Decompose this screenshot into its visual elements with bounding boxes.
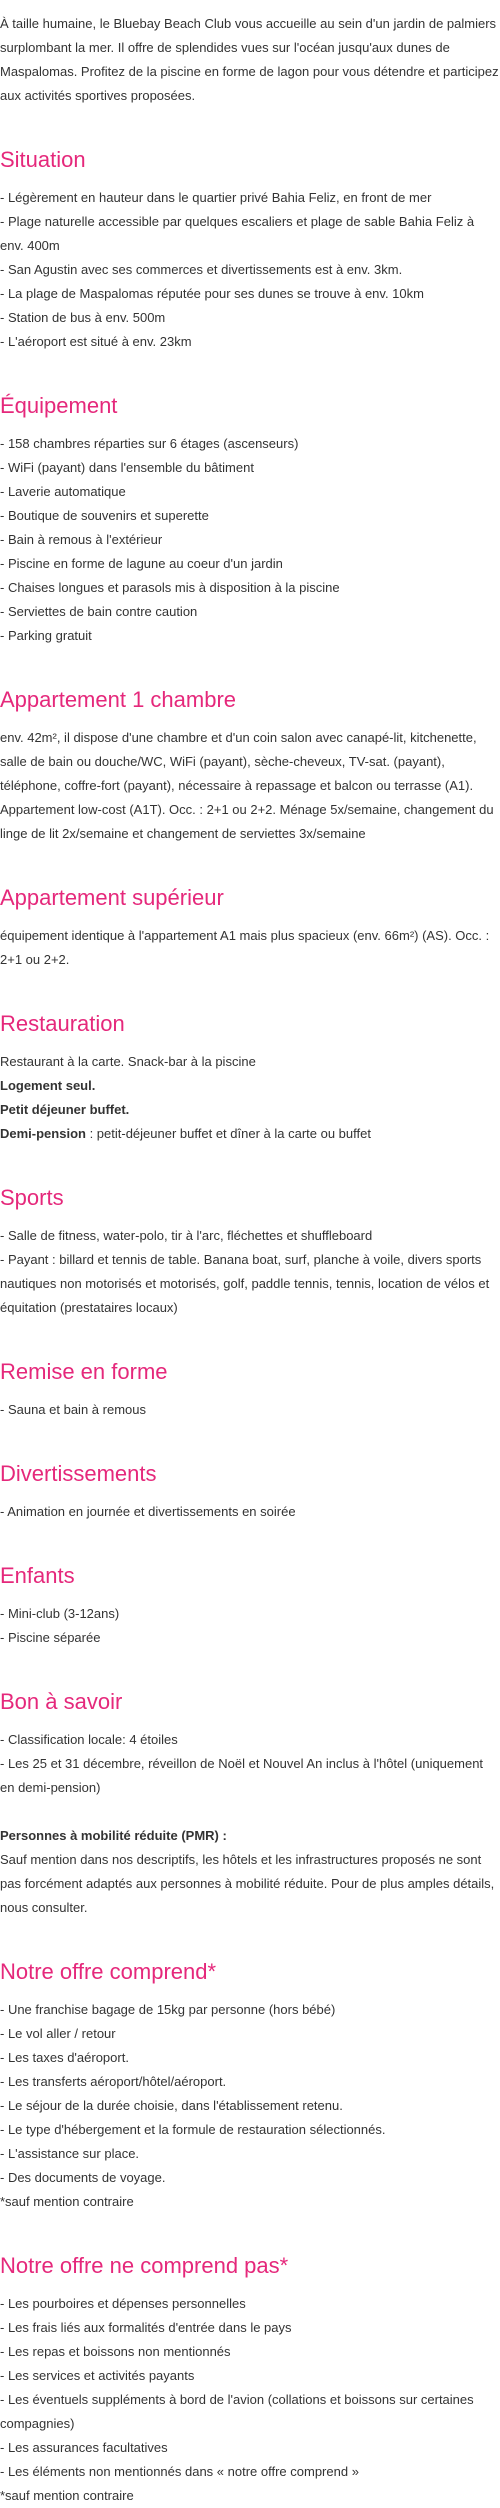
- list-item: - Les éléments non mentionnés dans « notre offre comprend »: [0, 2464, 359, 2479]
- list-item: - L'assistance sur place.: [0, 2146, 140, 2161]
- list-item: - Le vol aller / retour: [0, 2026, 116, 2041]
- list-item: - Payant : billard et tennis de table. Banana boat, surf, planche à voile, divers sports nautiques non motorisés et motorisés, golf, paddle tennis, tennis, location de vélos et équitation (prestataires locaux): [0, 1252, 490, 1315]
- board-demi-pension: [0, 1122, 500, 1146]
- list-item: - Bain à remous à l'extérieur: [0, 532, 163, 547]
- list-item: - L'aéroport est situé à env. 23km: [0, 334, 192, 349]
- intro-paragraph: À taille humaine, le Bluebay Beach Club vous accueille au sein d'un jardin de palmiers surplombant la mer. Il offre de splendides vues sur l'océan jusqu'aux dunes de Maspalomas. Profitez de la piscine en forme de lagon pour vous détendre et participez aux activités sportives proposées.: [0, 16, 499, 103]
- list-item: - Le séjour de la durée choisie, dans l'établissement retenu.: [0, 2098, 343, 2113]
- list-item: - Parking gratuit: [0, 628, 92, 643]
- list-item: - Les transferts aéroport/hôtel/aéroport.: [0, 2074, 227, 2089]
- section-appartement-1-chambre: [0, 686, 500, 846]
- list-item: - Chaises longues et parasols mis à disposition à la piscine: [0, 580, 340, 595]
- section-offre-ne-comprend-pas: [0, 2252, 500, 2508]
- list-item: - Piscine en forme de lagune au coeur d'un jardin: [0, 556, 283, 571]
- list-item: - Animation en journée et divertissements en soirée: [0, 1504, 296, 1519]
- list-item: - Les 25 et 31 décembre, réveillon de Noël et Nouvel An inclus à l'hôtel (uniquement en demi-pension): [0, 1756, 484, 1795]
- section-bon-a-savoir: [0, 1688, 500, 1920]
- section-title: Divertissements: [0, 1461, 157, 1486]
- section-title: Sports: [0, 1185, 64, 1210]
- section-offre-comprend: [0, 1958, 500, 2214]
- list-item: - Serviettes de bain contre caution: [0, 604, 198, 619]
- section-divertissements: [0, 1460, 500, 1524]
- section-enfants: [0, 1562, 500, 1650]
- list-item: - Plage naturelle accessible par quelques escaliers et plage de sable Bahia Feliz à env. 400m: [0, 214, 475, 253]
- board-petit-dejeuner: Petit déjeuner buffet.: [0, 1102, 130, 1117]
- list-item: - Le type d'hébergement et la formule de restauration sélectionnés.: [0, 2122, 386, 2137]
- pmr-title: Personnes à mobilité réduite (PMR) :: [0, 1828, 227, 1843]
- section-title: Appartement supérieur: [0, 885, 224, 910]
- list-item: - Classification locale: 4 étoiles: [0, 1732, 178, 1747]
- section-appartement-superieur: [0, 884, 500, 972]
- section-title: Appartement 1 chambre: [0, 687, 237, 712]
- section-restauration: [0, 1010, 500, 1146]
- list-item: - WiFi (payant) dans l'ensemble du bâtiment: [0, 460, 254, 475]
- list-item: - Les pourboires et dépenses personnelles: [0, 2296, 246, 2311]
- list-item: - Boutique de souvenirs et superette: [0, 508, 209, 523]
- hotel-description: [0, 12, 500, 2508]
- section-title: Situation: [0, 147, 86, 172]
- list-item: - Légèrement en hauteur dans le quartier privé Bahia Feliz, en front de mer: [0, 190, 432, 205]
- list-item: - San Agustin avec ses commerces et divertissements est à env. 3km.: [0, 262, 403, 277]
- footnote: *sauf mention contraire: [0, 2194, 134, 2209]
- room-description: env. 42m², il dispose d'une chambre et d'un coin salon avec canapé-lit, kitchenette, salle de bain ou douche/WC, WiFi (payant), sèche-cheveux, TV-sat. (payant), téléphone, coffre-fort (payant), nécessaire à repassage et balcon ou terrasse (A1). Appartement low-cost (A1T). Occ. : 2+1 ou 2+2. Ménage 5x/semaine, changement du linge de lit 2x/semaine et changement de serviettes 3x/semaine: [0, 730, 494, 841]
- list-item: - Salle de fitness, water-polo, tir à l'arc, fléchettes et shuffleboard: [0, 1228, 373, 1243]
- list-item: - Les taxes d'aéroport.: [0, 2050, 129, 2065]
- list-item: - Laverie automatique: [0, 484, 126, 499]
- list-item: - Mini-club (3-12ans): [0, 1606, 120, 1621]
- list-item: - Sauna et bain à remous: [0, 1402, 146, 1417]
- section-sports: [0, 1184, 500, 1320]
- section-title: Enfants: [0, 1563, 75, 1588]
- restaurant-info: Restaurant à la carte. Snack-bar à la piscine: [0, 1054, 256, 1069]
- section-remise-en-forme: [0, 1358, 500, 1422]
- board-demi-pension-text: : petit-déjeuner buffet et dîner à la carte ou buffet: [85, 1126, 371, 1141]
- section-title: Notre offre ne comprend pas*: [0, 2253, 289, 2278]
- section-title: Restauration: [0, 1011, 125, 1036]
- list-item: - Les frais liés aux formalités d'entrée dans le pays: [0, 2320, 292, 2335]
- list-item: - Des documents de voyage.: [0, 2170, 166, 2185]
- board-demi-pension-label: Demi-pension: [0, 1126, 86, 1141]
- room-description: équipement identique à l'appartement A1 mais plus spacieux (env. 66m²) (AS). Occ. : 2+1 ou 2+2.: [0, 928, 490, 967]
- list-item: - Station de bus à env. 500m: [0, 310, 166, 325]
- list-item: - Piscine séparée: [0, 1630, 101, 1645]
- section-title: Équipement: [0, 393, 118, 418]
- section-title: Notre offre comprend*: [0, 1959, 217, 1984]
- section-title: Remise en forme: [0, 1359, 168, 1384]
- footnote: *sauf mention contraire: [0, 2488, 134, 2503]
- list-item: - Les éventuels suppléments à bord de l'avion (collations et boissons sur certaines compagnies): [0, 2392, 474, 2431]
- list-item: - Les assurances facultatives: [0, 2440, 168, 2455]
- section-equipement: [0, 392, 500, 648]
- board-logement-seul: Logement seul.: [0, 1078, 96, 1093]
- section-title: Bon à savoir: [0, 1689, 123, 1714]
- list-item: - Les repas et boissons non mentionnés: [0, 2344, 231, 2359]
- list-item: - Une franchise bagage de 15kg par personne (hors bébé): [0, 2002, 336, 2017]
- list-item: - La plage de Maspalomas réputée pour ses dunes se trouve à env. 10km: [0, 286, 424, 301]
- section-situation: [0, 146, 500, 354]
- pmr-text: Sauf mention dans nos descriptifs, les hôtels et les infrastructures proposés ne sont pas forcément adaptés aux personnes à mobilité réduite. Pour de plus amples détails, nous consulter.: [0, 1852, 495, 1915]
- list-item: - Les services et activités payants: [0, 2368, 195, 2383]
- list-item: - 158 chambres réparties sur 6 étages (ascenseurs): [0, 436, 299, 451]
